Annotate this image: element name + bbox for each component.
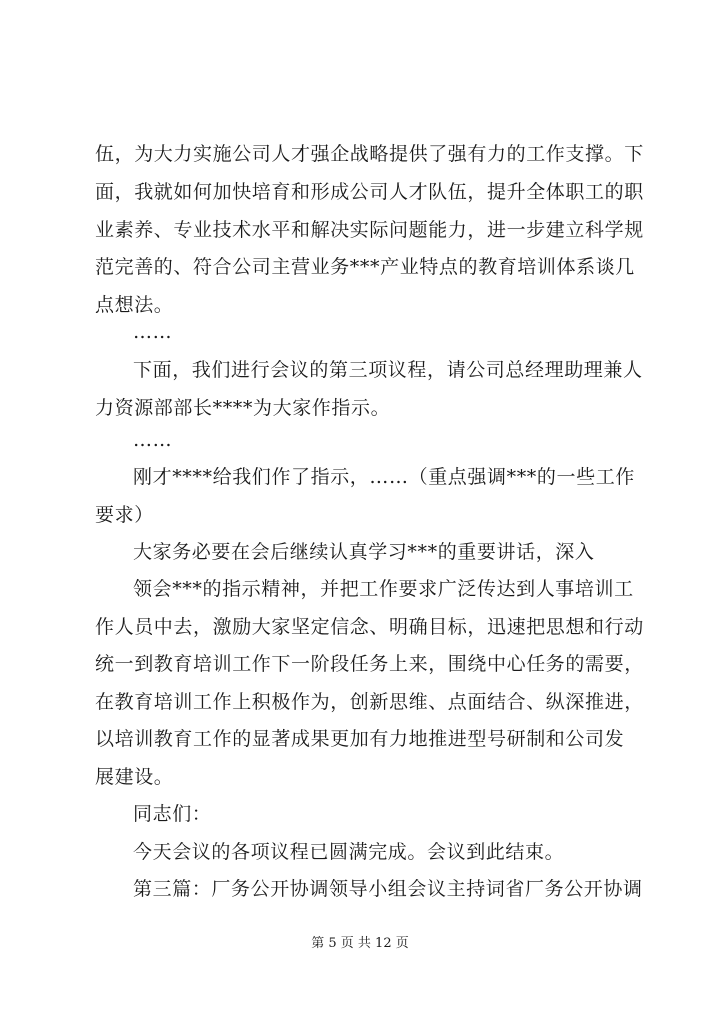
body-line: 下面，我们进行会议的第三项议程，请公司总经理助理兼人 xyxy=(133,359,643,381)
body-line: 以培训教育工作的显著成果更加有力地推进型号研制和公司发 xyxy=(95,728,625,750)
section-heading-line: 第三篇：厂务公开协调领导小组会议主持词省厂务公开协调 xyxy=(133,878,643,900)
body-line: 领会***的指示精神，并把工作要求广泛传达到人事培训工 xyxy=(133,578,634,600)
page-footer: 第 5 页 共 12 页 xyxy=(311,936,409,951)
body-line: 统一到教育培训工作下一阶段任务上来，围绕中心任务的需要， xyxy=(95,653,644,675)
body-line: 范完善的、符合公司主营业务***产业特点的教育培训体系谈几 xyxy=(95,256,635,278)
body-line: 要求） xyxy=(95,504,154,526)
body-line: 作人员中去，激励大家坚定信念、明确目标，迅速把思想和行动 xyxy=(95,616,644,638)
body-line: 大家务必要在会后继续认真学习***的重要讲话，深入 xyxy=(133,541,595,563)
body-line: 业素养、专业技术水平和解决实际问题能力，进一步建立科学规 xyxy=(95,219,644,241)
body-line: 点想法。 xyxy=(95,294,174,316)
body-line: 今天会议的各项议程已圆满完成。会议到此结束。 xyxy=(133,841,565,863)
salutation-line: 同志们： xyxy=(133,803,212,825)
body-line: 刚才****给我们作了指示，……（重点强调***的一些工作 xyxy=(133,466,635,488)
body-line: 伍，为大力实施公司人才强企战略提供了强有力的工作支撑。下 xyxy=(95,143,644,165)
body-line: 展建设。 xyxy=(95,766,174,788)
ellipsis-line: …… xyxy=(133,429,173,451)
body-line: 面，我就如何加快培育和形成公司人才队伍，提升全体职工的职 xyxy=(95,181,644,203)
body-line: 在教育培训工作上积极作为，创新思维、点面结合、纵深推进， xyxy=(95,691,644,713)
body-line: 力资源部部长****为大家作指示。 xyxy=(95,397,391,419)
ellipsis-line: …… xyxy=(133,321,173,343)
